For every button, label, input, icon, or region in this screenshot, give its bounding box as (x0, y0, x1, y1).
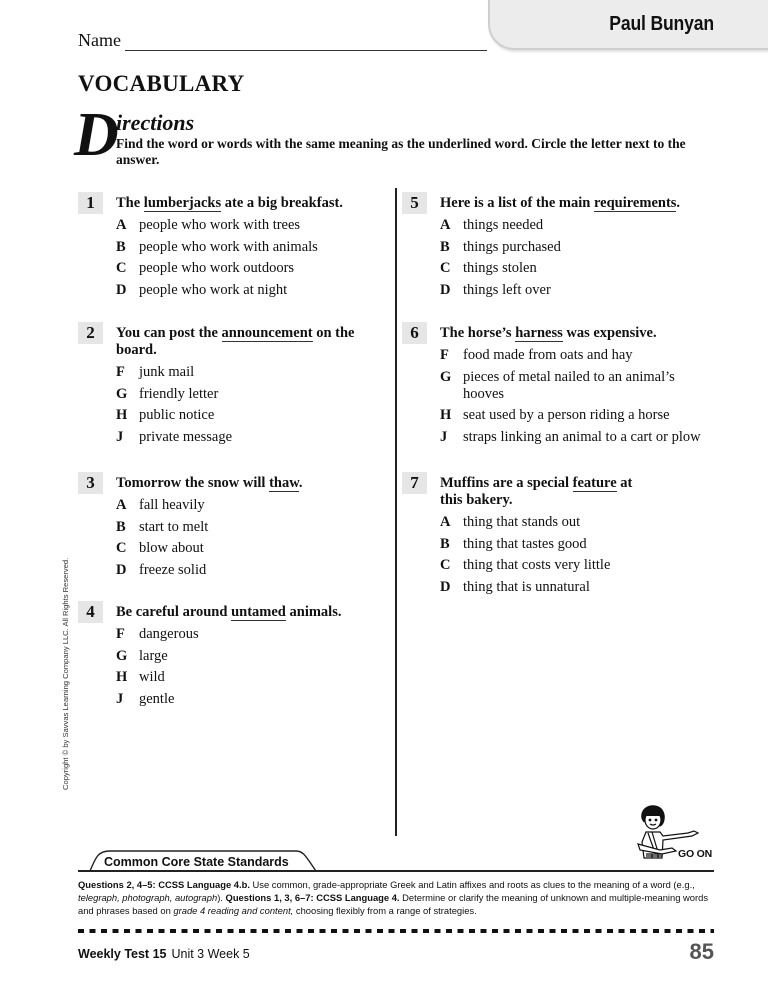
question-7 (402, 472, 722, 596)
ccss-examples: telegraph, photograph, autograph (78, 892, 218, 903)
option-text: thing that is unnatural (463, 578, 590, 595)
directions-heading: irections (116, 110, 195, 135)
story-title: Paul Bunyan (609, 13, 714, 35)
option-letter[interactable]: A (116, 497, 127, 513)
right-column (402, 192, 722, 600)
question-6 (402, 322, 722, 472)
stem-text: The (116, 195, 144, 211)
answer-option[interactable] (440, 369, 722, 403)
stem-text: . (676, 195, 681, 211)
stem-text: Be careful around (116, 604, 232, 620)
option-text: people who work outdoors (139, 260, 295, 277)
section-title: VOCABULARY (78, 71, 245, 96)
name-input-line[interactable] (125, 33, 487, 51)
ccss-punctuation: ). (217, 892, 226, 903)
option-text: large (139, 647, 168, 664)
stem-text: . (298, 475, 303, 491)
option-letter[interactable]: F (116, 364, 125, 380)
answer-option[interactable] (440, 217, 722, 234)
answer-option[interactable] (116, 669, 388, 686)
option-text: people who work at night (139, 281, 288, 298)
option-letter[interactable]: H (116, 669, 128, 686)
answer-option[interactable] (116, 540, 388, 557)
question-4 (78, 601, 388, 708)
ccss-emphasis: grade 4 reading and content, (173, 905, 294, 916)
directions-block (74, 101, 724, 169)
ccss-standard-label: Questions 2, 4–5: CCSS Language 4.b. (78, 879, 250, 890)
stem-text: Tomorrow the snow will (116, 475, 270, 491)
option-text: dangerous (139, 626, 199, 642)
ccss-standards-text (78, 878, 718, 917)
question-stem (116, 472, 388, 492)
answer-option[interactable] (116, 386, 388, 403)
answer-option[interactable] (116, 519, 388, 536)
name-field-row (78, 30, 487, 51)
option-letter[interactable]: C (440, 557, 451, 574)
question-number: 2 (78, 322, 103, 344)
answer-option[interactable] (440, 239, 722, 256)
name-label: Name (78, 30, 121, 50)
answer-option[interactable] (440, 579, 722, 596)
answer-option[interactable] (440, 514, 722, 531)
option-letter[interactable]: J (116, 690, 124, 707)
option-text: things needed (463, 217, 544, 233)
answer-option[interactable] (116, 239, 388, 256)
answer-option[interactable] (116, 562, 388, 579)
ccss-title: Common Core State Standards (104, 855, 289, 869)
option-text: private message (139, 428, 233, 445)
weekly-test-label: Weekly Test 15 (78, 947, 167, 961)
underlined-word: announcement (221, 325, 313, 341)
question-stem (440, 472, 655, 509)
answer-option[interactable] (116, 648, 388, 665)
option-letter[interactable]: G (440, 368, 452, 385)
option-letter[interactable]: D (116, 281, 127, 298)
option-text: thing that costs very little (463, 557, 611, 574)
answer-option[interactable] (440, 536, 722, 553)
option-letter[interactable]: B (440, 238, 450, 255)
option-letter[interactable]: D (440, 281, 451, 298)
option-text: seat used by a person riding a horse (463, 407, 670, 424)
option-text: things purchased (463, 238, 561, 255)
question-1 (78, 192, 388, 322)
answer-option[interactable] (116, 429, 388, 446)
question-number: 4 (78, 601, 103, 623)
question-stem (116, 192, 388, 212)
option-letter[interactable]: B (116, 518, 126, 535)
underlined-word: requirements (593, 195, 677, 211)
directions-drop-cap: D (74, 101, 119, 169)
answer-option[interactable] (116, 691, 388, 708)
column-divider (395, 188, 397, 836)
option-letter[interactable]: B (440, 535, 450, 552)
option-letter[interactable]: C (440, 260, 451, 277)
stem-text: on the board. (116, 325, 355, 358)
option-letter[interactable]: J (116, 428, 124, 445)
go-on-label: GO ON (678, 848, 713, 860)
option-text: freeze solid (139, 561, 207, 578)
cut-line-dashed (78, 929, 714, 933)
option-text: straps linking an animal to a cart or plow (463, 428, 701, 445)
stem-text: animals. (285, 604, 342, 620)
stem-text: at this bakery. (440, 475, 633, 508)
option-letter[interactable]: A (440, 514, 451, 530)
story-title-tab (488, 0, 768, 50)
question-stem (116, 601, 388, 621)
question-3 (78, 472, 388, 601)
option-text: pieces of metal nailed to an animal’s hooves (463, 368, 675, 402)
option-letter[interactable]: A (440, 217, 451, 233)
option-letter[interactable]: D (116, 561, 127, 578)
underlined-word: lumberjacks (143, 195, 222, 211)
stem-text: Here is a list of the main (440, 195, 594, 211)
option-text: things left over (463, 281, 551, 298)
option-text: food made from oats and hay (463, 347, 633, 363)
question-stem (116, 322, 356, 359)
option-text: wild (139, 669, 165, 686)
answer-option[interactable] (116, 497, 388, 514)
option-letter[interactable]: G (116, 385, 128, 402)
stem-text: You can post the (116, 325, 222, 341)
ccss-description: choosing flexibly from a range of strategies. (293, 905, 477, 916)
answer-option[interactable] (116, 282, 388, 299)
option-text: gentle (139, 690, 175, 707)
answer-option[interactable] (440, 282, 722, 299)
option-text: people who work with trees (139, 217, 301, 233)
option-letter[interactable]: F (440, 347, 449, 363)
unit-week-label: Unit 3 Week 5 (171, 947, 250, 961)
question-stem (440, 192, 722, 212)
page-number: 85 (689, 939, 714, 964)
option-letter[interactable]: G (116, 647, 128, 664)
option-text: junk mail (139, 364, 195, 380)
stem-text: was expensive. (562, 325, 657, 341)
option-letter[interactable]: J (440, 428, 448, 445)
question-2 (78, 322, 388, 472)
copyright-notice: Copyright © by Savvas Learning Company LLC. All Rights Reserved. (61, 557, 70, 790)
left-column (78, 192, 388, 712)
option-letter[interactable]: H (440, 407, 452, 424)
answer-option[interactable] (116, 364, 388, 381)
answer-option[interactable] (116, 626, 388, 643)
question-number: 3 (78, 472, 103, 494)
underlined-word: untamed (231, 604, 286, 620)
option-letter[interactable]: D (440, 578, 451, 595)
stem-text: ate a big breakfast. (221, 195, 343, 211)
directions-text: Find the word or words with the same meaning as the underlined word. Circle the letter next to the answer. (116, 136, 686, 167)
underlined-word: harness (515, 325, 563, 341)
question-5 (402, 192, 722, 322)
ccss-standard-label: Questions 1, 3, 6–7: CCSS Language 4. (225, 892, 400, 903)
question-number: 7 (402, 472, 427, 494)
option-text: thing that tastes good (463, 535, 587, 552)
answer-option[interactable] (440, 260, 722, 277)
option-text: public notice (139, 407, 215, 424)
option-letter[interactable]: F (116, 626, 125, 642)
answer-option[interactable] (440, 557, 722, 574)
question-number: 5 (402, 192, 427, 214)
question-stem (440, 322, 722, 342)
ccss-divider (78, 870, 714, 872)
option-text: friendly letter (139, 385, 219, 402)
option-text: fall heavily (139, 497, 205, 513)
option-letter[interactable]: C (116, 540, 127, 557)
option-text: blow about (139, 540, 204, 557)
answer-option[interactable] (440, 347, 722, 364)
stem-text: Muffins are a special (440, 475, 573, 491)
question-number: 6 (402, 322, 427, 344)
option-text: things stolen (463, 260, 537, 277)
option-letter[interactable]: H (116, 407, 128, 424)
option-letter[interactable]: B (116, 238, 126, 255)
option-text: start to melt (139, 518, 209, 535)
answer-option[interactable] (116, 407, 388, 424)
footer-test-info (78, 947, 250, 961)
underlined-word: feature (572, 475, 617, 491)
answer-option[interactable] (116, 260, 388, 277)
ccss-description: Determine or clarify the meaning of unknown and multiple-meaning words and phrases based on (78, 892, 709, 916)
underlined-word: thaw (269, 475, 299, 491)
option-text: people who work with animals (139, 238, 318, 255)
answer-option[interactable] (440, 407, 722, 424)
answer-option[interactable] (116, 217, 388, 234)
option-text: thing that stands out (463, 514, 581, 530)
question-number: 1 (78, 192, 103, 214)
option-letter[interactable]: C (116, 260, 127, 277)
stem-text: The horse’s (440, 325, 516, 341)
option-letter[interactable]: A (116, 217, 127, 233)
ccss-description: Use common, grade-appropriate Greek and Latin affixes and roots as clues to the meaning of a word (e.g., (249, 879, 695, 890)
answer-option[interactable] (440, 429, 722, 446)
